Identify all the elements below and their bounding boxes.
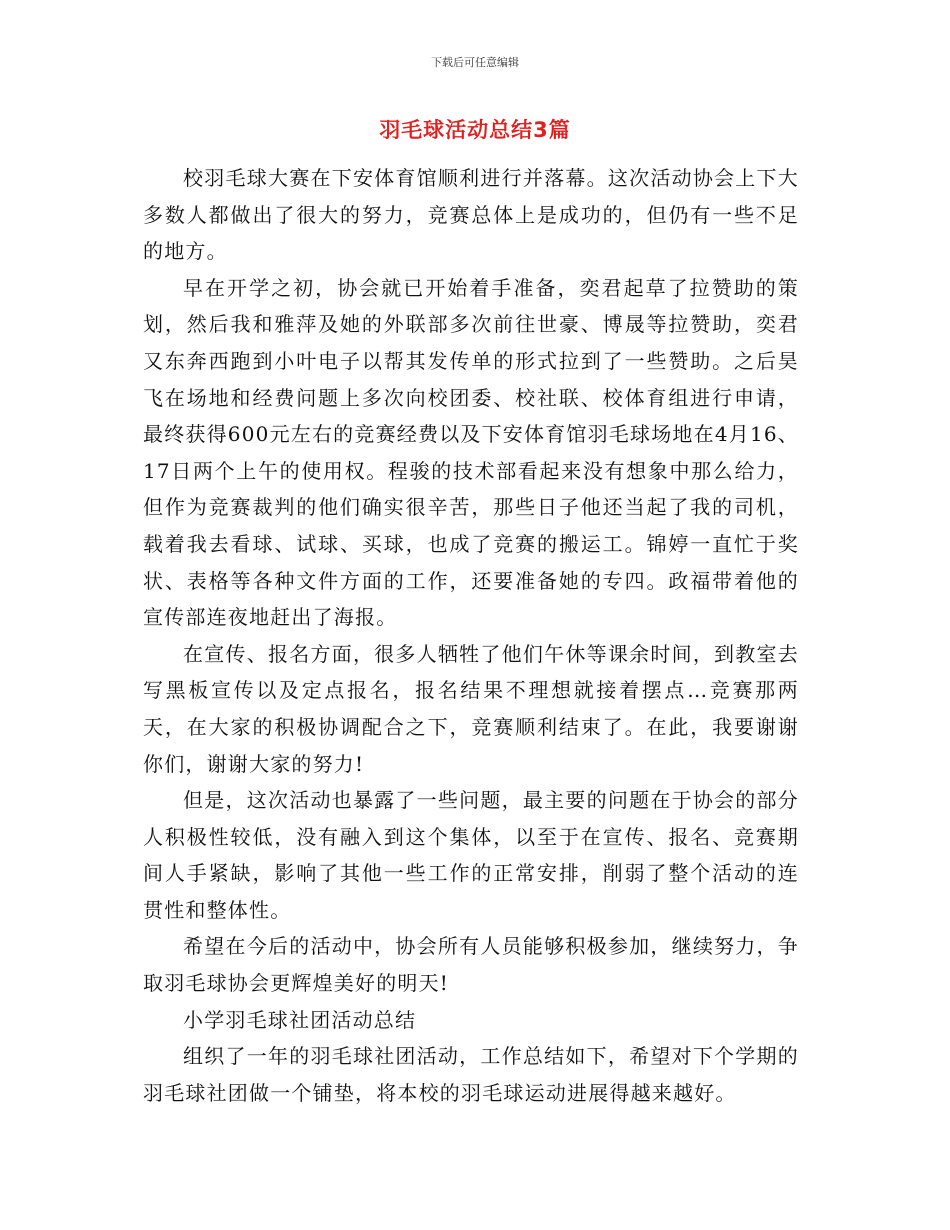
header-note: 下载后可任意编辑 [431,56,519,69]
paragraph-problems: 但是，这次活动也暴露了一些问题，最主要的问题在于协会的部分人积极性较低，没有融入到这个集体，以至于在宣传、报名、竞赛期间人手紧缺，影响了其他一些工作的正常安排，削弱了整个活动的连贯性和整体性。 [143,788,799,922]
paragraph-preparation: 早在开学之初，协会就已开始着手准备，奕君起草了拉赞助的策划，然后我和雅萍及她的外联部多次前往世豪、博晟等拉赞助，奕君又东奔西跑到小叶电子以帮其发传单的形式拉到了一些赞助。之后昊飞在场地和经费问题上多次向校团委、校社联、校体育组进行申请，最终获得600元左右的竞赛经费以及下安体育馆羽毛球场地在4月16、17日两个上午的使用权。程骏的技术部看起来没有想象中那么给力，但作为竞赛裁判的他们确实很辛苦，那些日子他还当起了我的司机，载着我去看球、试球、买球，也成了竞赛的搬运工。锦婷一直忙于奖状、表格等各种文件方面的工作，还要准备她的专四。政福带着他的宣传部连夜地赶出了海报。 [143,275,799,630]
document-title: 羽毛球活动总结3篇 [379,118,571,142]
paragraph-intro: 校羽毛球大赛在下安体育馆顺利进行并落幕。这次活动协会上下大多数人都做出了很大的努力，竞赛总体上是成功的，但仍有一些不足的地方。 [143,166,799,264]
paragraph-club-summary: 组织了一年的羽毛球社团活动，工作总结如下，希望对下个学期的羽毛球社团做一个铺垫，将本校的羽毛球运动进展得越来越好。 [143,1044,799,1105]
document-body [143,160,799,1111]
paragraph-publicity: 在宣传、报名方面，很多人牺牲了他们午休等课余时间，到教室去写黑板宣传以及定点报名，报名结果不理想就接着摆点…竞赛那两天，在大家的积极协调配合之下，竞赛顺利结束了。在此，我要谢谢你们，谢谢大家的努力! [143,641,799,776]
section-subheading: 小学羽毛球社团活动总结 [183,1007,417,1032]
paragraph-hope: 希望在今后的活动中，协会所有人员能够积极参加，继续努力，争取羽毛球协会更辉煌美好的明天! [143,934,799,996]
